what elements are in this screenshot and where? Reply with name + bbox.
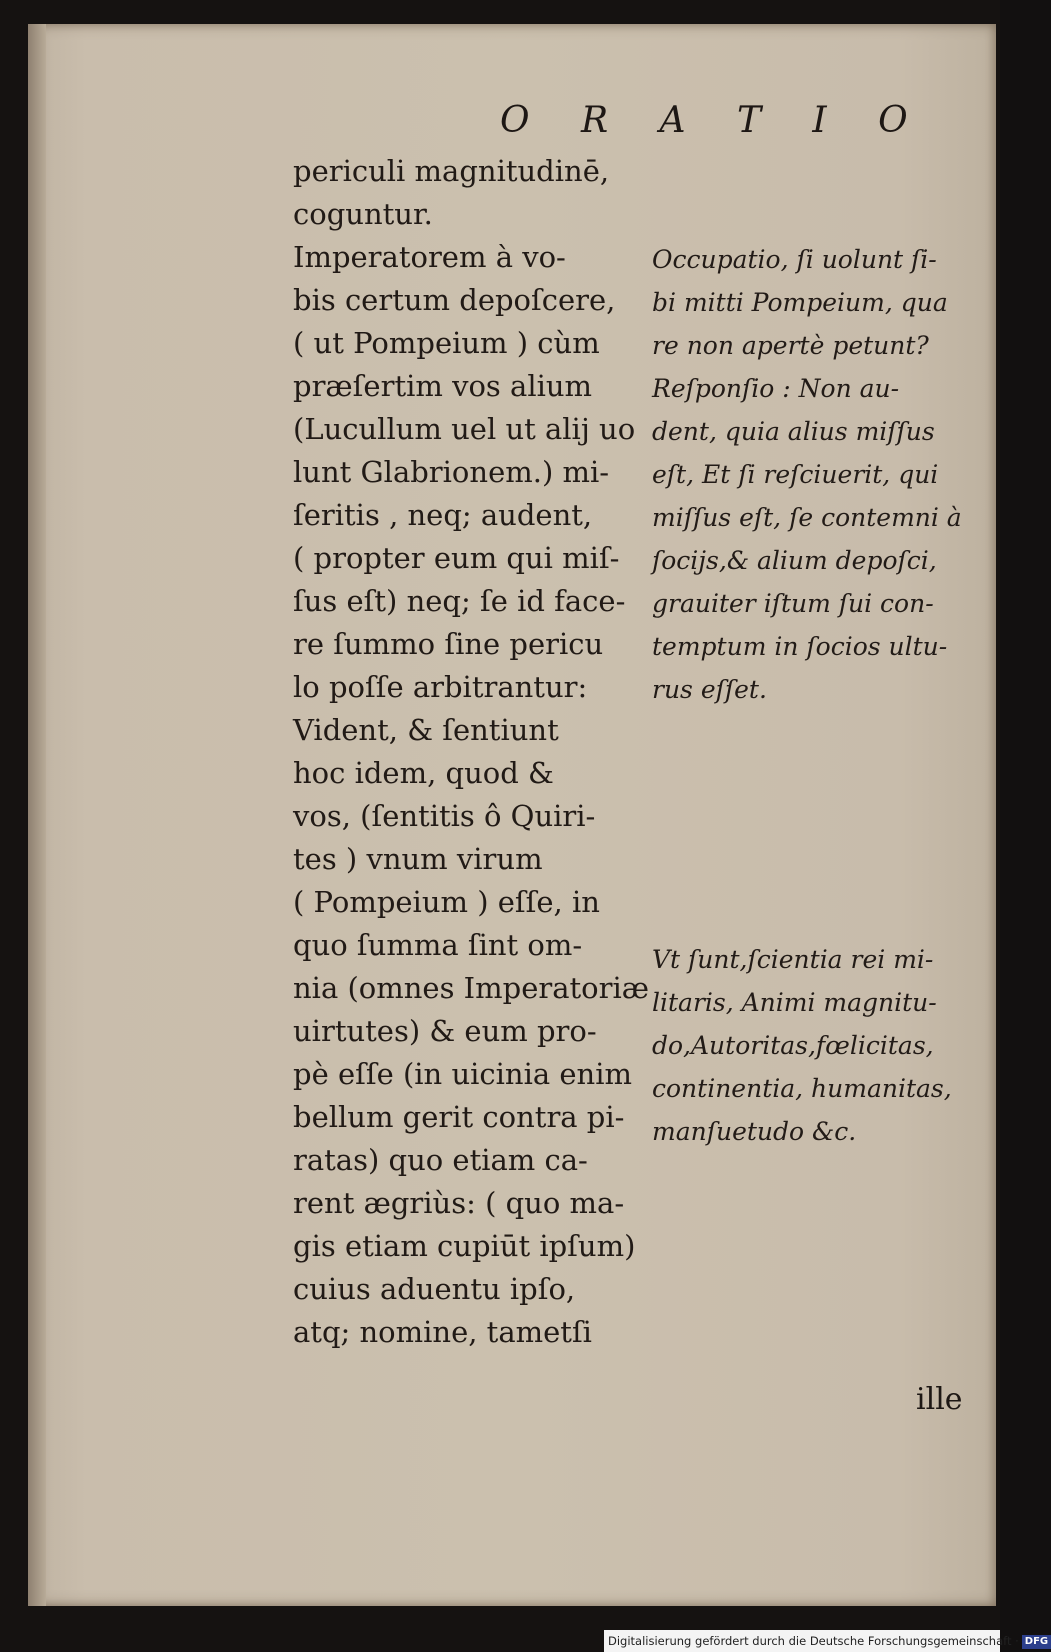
marginal-note-line: Reſponſio : Non au- xyxy=(652,374,900,403)
marginal-note-line: miſſus eſt, ſe contemni à xyxy=(652,503,962,532)
marginal-note-line: dent, quia alius miſſus xyxy=(652,417,935,446)
main-text-line: ( Pompeium ) eſſe, in xyxy=(293,885,600,919)
main-text-line: pè eſſe (in uicinia enim xyxy=(293,1057,632,1091)
main-text-line: nia (omnes Imperatoriæ xyxy=(293,971,650,1005)
main-text-line: bellum gerit contra pi- xyxy=(293,1100,625,1134)
main-text-line: lo poſſe arbitrantur: xyxy=(293,670,588,704)
main-text-line: præſertim vos alium xyxy=(293,369,593,403)
main-text-column xyxy=(293,150,650,1354)
marginal-note-line: continentia, humanitas, xyxy=(652,1074,952,1103)
running-header: O R A T I O xyxy=(500,100,928,141)
main-text-line: Imperatorem à vo- xyxy=(293,240,566,274)
marginal-note-line: manſuetudo &c. xyxy=(652,1117,857,1146)
marginal-note-line: eſt, Et ſi reſciuerit, qui xyxy=(652,460,939,489)
marginal-note-line: grauiter iſtum ſui con- xyxy=(652,589,934,618)
catchword: ille xyxy=(916,1382,963,1417)
main-text-line: rent ægriùs: ( quo ma- xyxy=(293,1186,625,1220)
marginal-note-line: bi mitti Pompeium, qua xyxy=(652,288,948,317)
marginal-note-line: ſocijs,& alium depoſci, xyxy=(652,546,937,575)
main-text-line: quo ſumma ſint om- xyxy=(293,928,583,962)
page-gutter-edge xyxy=(28,24,46,1606)
marginal-note-line: temptum in ſocios ultu- xyxy=(652,632,948,661)
main-text-line: lunt Glabrionem.) mi- xyxy=(293,455,610,489)
marginal-note-1 xyxy=(652,238,982,711)
main-text-line: uirtutes) & eum pro- xyxy=(293,1014,597,1048)
marginal-note-2 xyxy=(652,938,982,1153)
main-text-line: tes ) vnum virum xyxy=(293,842,543,876)
marginal-note-line: re non apertè petunt? xyxy=(652,331,929,360)
marginal-note-line: Occupatio, ſi uolunt ſi- xyxy=(652,245,937,274)
main-text-line: gis etiam cupiūt ipſum) xyxy=(293,1229,636,1263)
main-text-line: vos, (ſentitis ô Quiri- xyxy=(293,799,596,833)
main-text-line: coguntur. xyxy=(293,197,433,231)
main-text-line: atq; nomine, tametſi xyxy=(293,1315,592,1349)
marginal-note-line: Vt ſunt,ſcientia rei mi- xyxy=(652,945,934,974)
main-text-line: Vident, & ſentiunt xyxy=(293,713,559,747)
main-text-line: ( ut Pompeium ) cùm xyxy=(293,326,600,360)
digitization-footer xyxy=(604,1630,1049,1652)
marginal-note-line: rus eſſet. xyxy=(652,675,767,704)
main-text-line: re ſummo ſine pericu xyxy=(293,627,604,661)
main-text-line: ſus eſt) neq; ſe id face- xyxy=(293,584,626,618)
main-text-line: cuius aduentu ipſo, xyxy=(293,1272,576,1306)
main-text-line: bis certum depoſcere, xyxy=(293,283,616,317)
main-text-line: ratas) quo etiam ca- xyxy=(293,1143,588,1177)
footer-text: Digitalisierung gefördert durch die Deutsche Forschungsgemeinschaft · xyxy=(608,1634,1019,1648)
main-text-line: (Lucullum uel ut alij uo xyxy=(293,412,636,446)
main-text-line: ſeritis , neq; audent, xyxy=(293,498,593,532)
marginal-note-line: do,Autoritas,fœlicitas, xyxy=(652,1031,934,1060)
main-text-line: periculi magnitudinē, xyxy=(293,154,610,188)
main-text-line: hoc idem, quod & xyxy=(293,756,554,790)
main-text-line: ( propter eum qui miſ- xyxy=(293,541,620,575)
dfg-logo: DFG xyxy=(1022,1635,1051,1649)
marginal-note-line: litaris, Animi magnitu- xyxy=(652,988,937,1017)
